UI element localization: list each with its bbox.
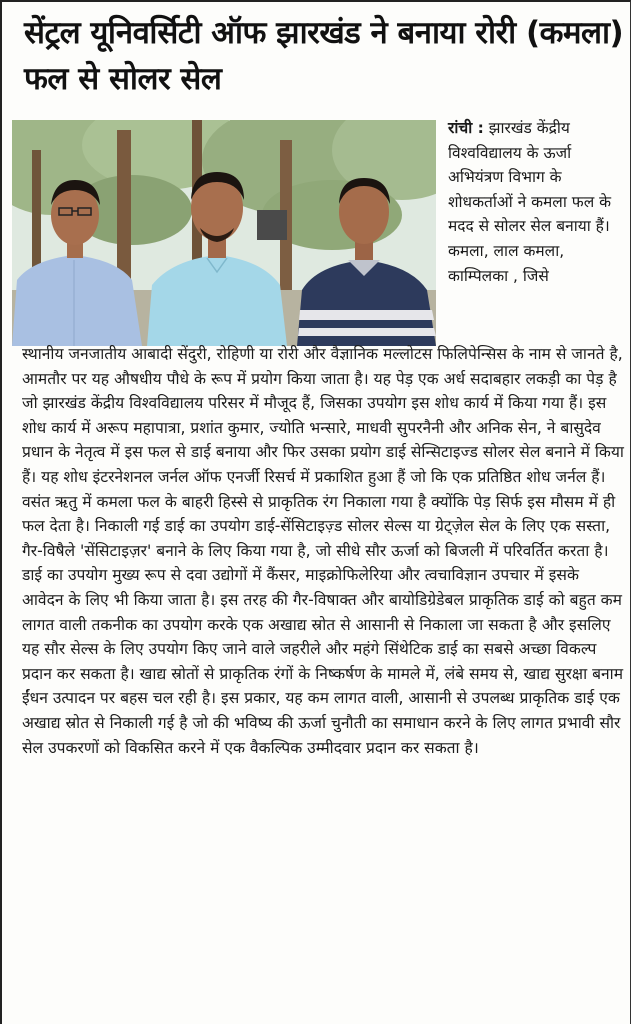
article-intro-text: झारखंड केंद्रीय विश्वविद्यालय के ऊर्जा अभियंत्रण विभाग के शोधकर्ताओं ने कमला फल के मदद से सोलर सेल बनाया हैं। कमला, लाल कमला, काम्पिलका , जिसे bbox=[448, 119, 612, 285]
article-dateline: रांची : bbox=[448, 119, 484, 137]
article-body: स्थानीय जनजातीय आबादी सेंदुरी, रोहिणी या रोरी और वैज्ञानिक मल्लोटस फिलिपेन्सिस के नाम से जानते है, आमतौर पर यह औषधीय पौधे के रूप में प्रयोग किया जाता है। यह पेड़ एक अर्ध सदाबहार लकड़ी का पेड़ है जो झारखंड केंद्रीय विश्वविद्यालय परिसर में मौजूद हैं, जिसका उपयोग इस शोध कार्य में किया गया हैं। इस शोध कार्य में अरूप महापात्रा, प्रशांत कुमार, ज्योति भन्सारे, माधवी सुपरनैनी और अनिक सेन, ने बासुदेव प्रधान के नेतृत्व में इस फल से डाई बनाया और फिर उसका प्रयोग डाई सेन्सिटाइज्ड सोलर सेल बनाने में किया हैं। यह शोध इंटरनेशनल जर्नल ऑफ एनर्जी रिसर्च में प्रकाशित हुआ हैं जो कि एक प्रतिष्ठित शोध जर्नल हैं। वसंत ऋतु में कमला फल के बाहरी हिस्से से प्राकृतिक रंग निकाला गया है क्योंकि पेड़ सिर्फ इस मौसम में ही फल देता है। निकाली गई डाई का उपयोग डाई-सेंसिटाइज़्ड सोलर सेल्स या ग्रेट्ज़ेल सेल के लिए एक सस्ता, गैर-विषैले 'सेंसिटाइज़र' बनाने के लिए किया गया है, जो सीधे सौर ऊर्जा को बिजली में परिवर्तित करता है। डाई का उपयोग मुख्य रूप से दवा उद्योगों में कैंसर, माइक्रोफिलेरिया और त्वचाविज्ञान उपचार में इसके आवेदन के लिए भी किया जाता है। इस तरह की गैर-विषाक्त और बायोडिग्रेडेबल प्राकृतिक डाई को बहुत कम लागत वाली तकनीक का उपयोग करके एक अखाद्य स्रोत से आसानी से निकाला जा सकता है और इसलिए यह सौर सेल्स के लिए उपयोग किए जाने वाले जहरीले और महंगे सिंथेटिक डाई का सबसे अच्छा विकल्प प्रदान कर सकता है। खाद्य स्रोतों से प्राकृतिक रंगों के निष्कर्षण के मामले में, लंबे समय से, खाद्य सुरक्षा बनाम ईंधन उत्पादन पर बहस चल रही है। इस प्रकार, यह कम लागत वाली, आसानी से उपलब्ध प्राकृतिक डाई एक अखाद्य स्रोत से निकाली गई है जो की भविष्य की ऊर्जा चुनौती का समाधान करने के लिए लागत प्रभावी सौर सेल उपकरणों को विकसित करने में एक वैकल्पिक उम्मीदवार प्रदान कर सकता है। bbox=[22, 345, 624, 757]
article-headline: सेंट्रल यूनिवर्सिटी ऑफ झारखंड ने बनाया रोरी (कमला) फल से सोलर सेल bbox=[24, 15, 624, 97]
article-photo bbox=[12, 120, 436, 346]
group-photo-icon bbox=[12, 120, 436, 346]
article-intro-column bbox=[448, 116, 628, 288]
